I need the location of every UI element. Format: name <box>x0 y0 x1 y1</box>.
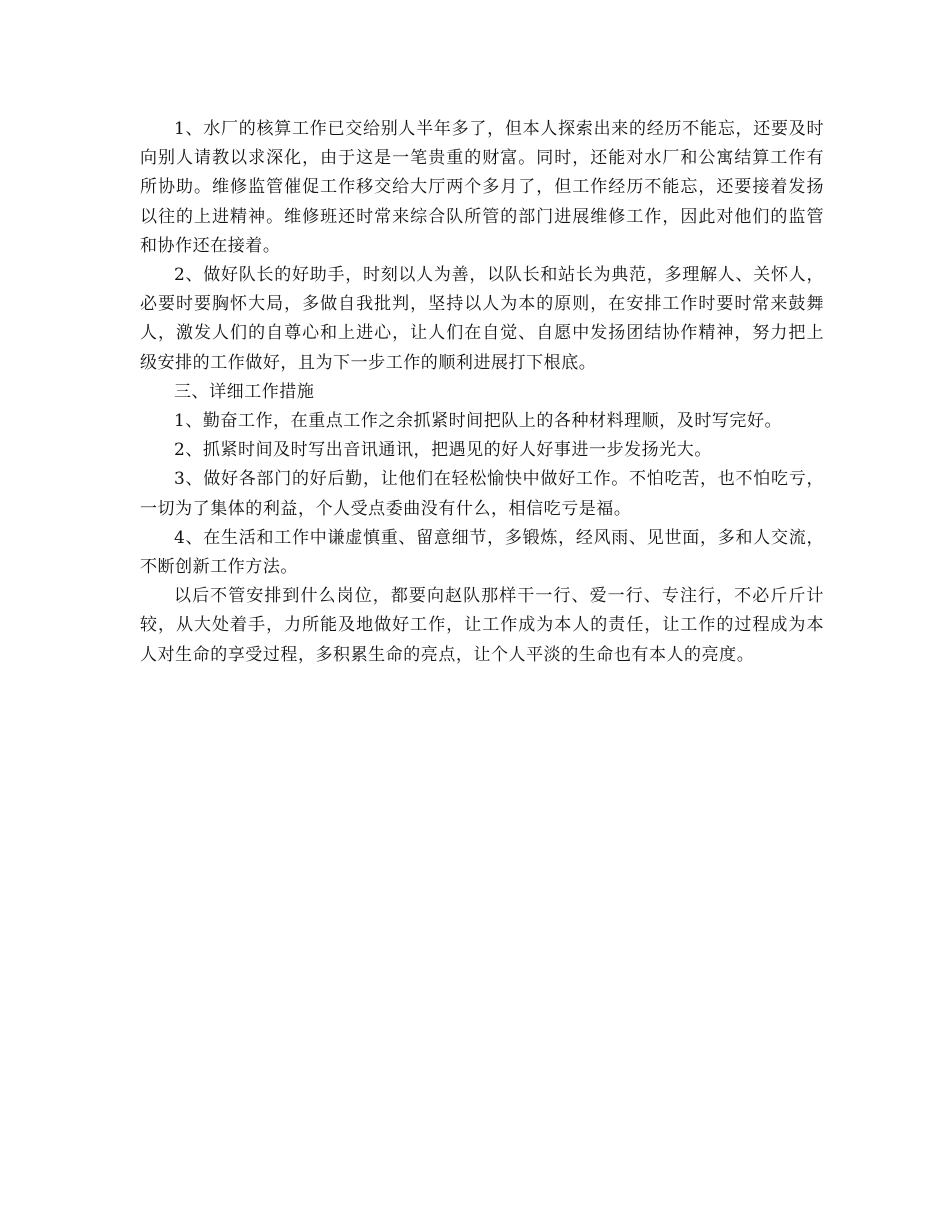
paragraph-water-plant-accounting: 1、水厂的核算工作已交给别人半年多了，但本人探索出来的经历不能忘，还要及时向别人请教以求深化，由于这是一笔贵重的财富。同时，还能对水厂和公寓结算工作有所协助。维修监管催促工作移交给大厅两个多月了，但工作经历不能忘，还要接着发扬以往的上进精神。维修班还时常来综合队所管的部门进展维修工作，因此对他们的监管和协作还在接着。 <box>140 119 824 256</box>
paragraph-team-leader-assistant: 2、做好队长的好助手，时刻以人为善，以队长和站长为典范，多理解人、关怀人，必要时要胸怀大局，多做自我批判，坚持以人为本的原则，在安排工作时要时常来鼓舞人，激发人们的自尊心和上进心，让人们在自觉、自愿中发扬团结协作精神，努力把上级安排的工作做好，且为下一步工作的顺利进展打下根底。 <box>140 265 824 373</box>
paragraph-conclusion: 以后不管安排到什么岗位，都要向赵队那样干一行、爱一行、专注行，不必斤斤计较，从大处着手，力所能及地做好工作，让工作成为本人的责任，让工作的过程成为本人对生命的享受过程，多积累生命的亮点，让个人平淡的生命也有本人的亮度。 <box>140 586 824 665</box>
paragraph-measure-2: 2、抓紧时间及时写出音讯通讯，把遇见的好人好事进一步发扬光大。 <box>174 440 712 461</box>
document-body <box>140 115 824 670</box>
paragraph-measure-1: 1、勤奋工作，在重点工作之余抓紧时间把队上的各种材料理顺，及时写完好。 <box>174 411 783 432</box>
paragraph-measure-4: 4、在生活和工作中谦虚慎重、留意细节，多锻炼，经风雨、见世面，多和人交流，不断创新工作方法。 <box>140 527 824 578</box>
section-heading-work-measures: 三、详细工作措施 <box>174 381 315 402</box>
paragraph-measure-3: 3、做好各部门的好后勤，让他们在轻松愉快中做好工作。不怕吃苦，也不怕吃亏，一切为了集体的利益，个人受点委曲没有什么，相信吃亏是福。 <box>140 469 824 519</box>
